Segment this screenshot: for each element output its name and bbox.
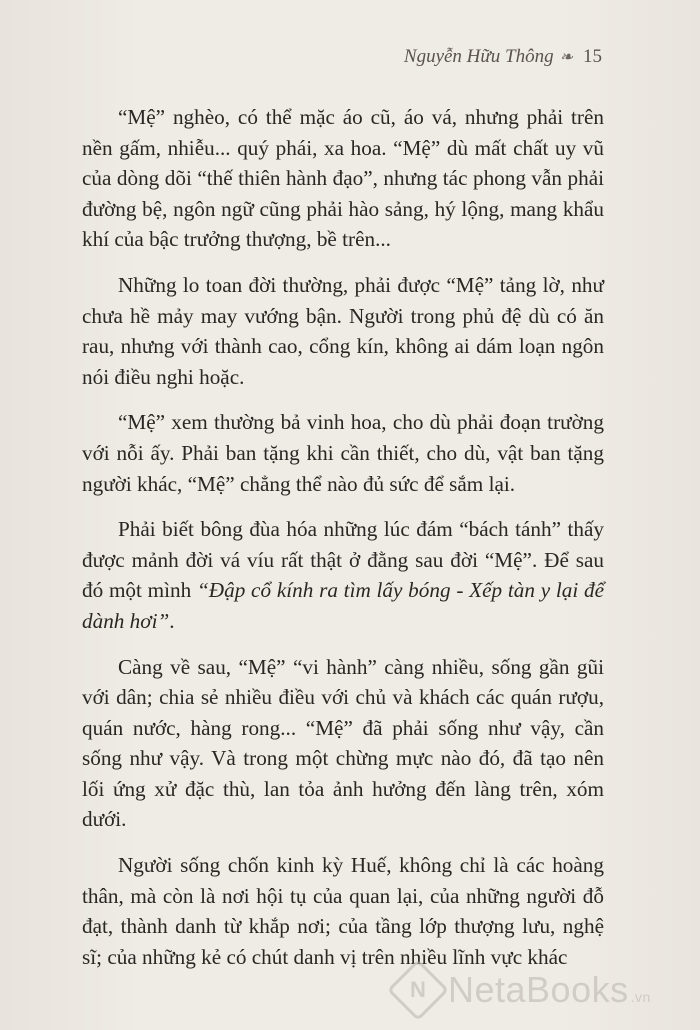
paragraph xyxy=(82,514,604,636)
body-text xyxy=(82,102,604,987)
author-name: Nguyễn Hữu Thông xyxy=(403,46,554,67)
paragraph-text: Phải biết bông đùa hóa những lúc đám “bách tánh” thấy được mảnh đời vá víu rất thật ở đằng sau đời “Mệ”. Để sau đó một mình xyxy=(82,517,604,603)
leaf-ornament-icon: ❧ xyxy=(559,49,573,66)
paragraph: “Mệ” xem thường bả vinh hoa, cho dù phải đoạn trường với nỗi ấy. Phải ban tặng khi cần thiết, cho dù, vật ban tặng người khác, “Mệ” chẳng thể nào đủ sức để sắm lại. xyxy=(82,410,604,496)
netabooks-watermark xyxy=(396,968,651,1012)
paragraph-text: . xyxy=(169,608,175,633)
paragraph: Càng về sau, “Mệ” “vi hành” càng nhiều, sống gần gũi với dân; chia sẻ nhiều điều với chủ và khách các quán rượu, quán nước, hàng rong... “Mệ” đã phải sống như vậy, cần sống như vậy. Và trong một chừng mực nào đó, đã tạo nên lối ứng xử đặc thù, lan tỏa ảnh hưởng đến làng trên, xóm dưới. xyxy=(82,654,604,832)
paragraph: “Mệ” nghèo, có thể mặc áo cũ, áo vá, nhưng phải trên nền gấm, nhiễu... quý phái, xa hoa. “Mệ” dù mất chất uy vũ của dòng dõi “thế thiên hành đạo”, nhưng tác phong vẫn phải đường bệ, ngôn ngữ cũng phải hào sảng, hý lộng, mang khẩu khí của bậc trưởng thượng, bề trên... xyxy=(82,105,604,252)
netabooks-logo-icon: N xyxy=(387,959,449,1021)
running-header xyxy=(404,46,602,68)
paragraph: Người sống chốn kinh kỳ Huế, không chỉ là các hoàng thân, mà còn là nơi hội tụ của quan lại, của những người đỗ đạt, thành danh từ khắp nơi; của tầng lớp thượng lưu, nghệ sĩ; của những kẻ có chút danh vị trên nhiều lĩnh vực khác xyxy=(82,853,604,969)
page-number: 15 xyxy=(583,46,602,67)
paragraph: Những lo toan đời thường, phải được “Mệ” tảng lờ, như chưa hề mảy may vướng bận. Người trong phủ đệ dù có ăn rau, nhưng với thành cao, cổng kín, không ai dám loạn ngôn nói điều nghi hoặc. xyxy=(82,272,604,389)
italic-quote: “Đập cổ kính ra tìm lấy bóng - Xếp tàn y lại để dành hơi” xyxy=(82,578,604,633)
watermark-text: NetaBooks .vn xyxy=(448,969,651,1010)
